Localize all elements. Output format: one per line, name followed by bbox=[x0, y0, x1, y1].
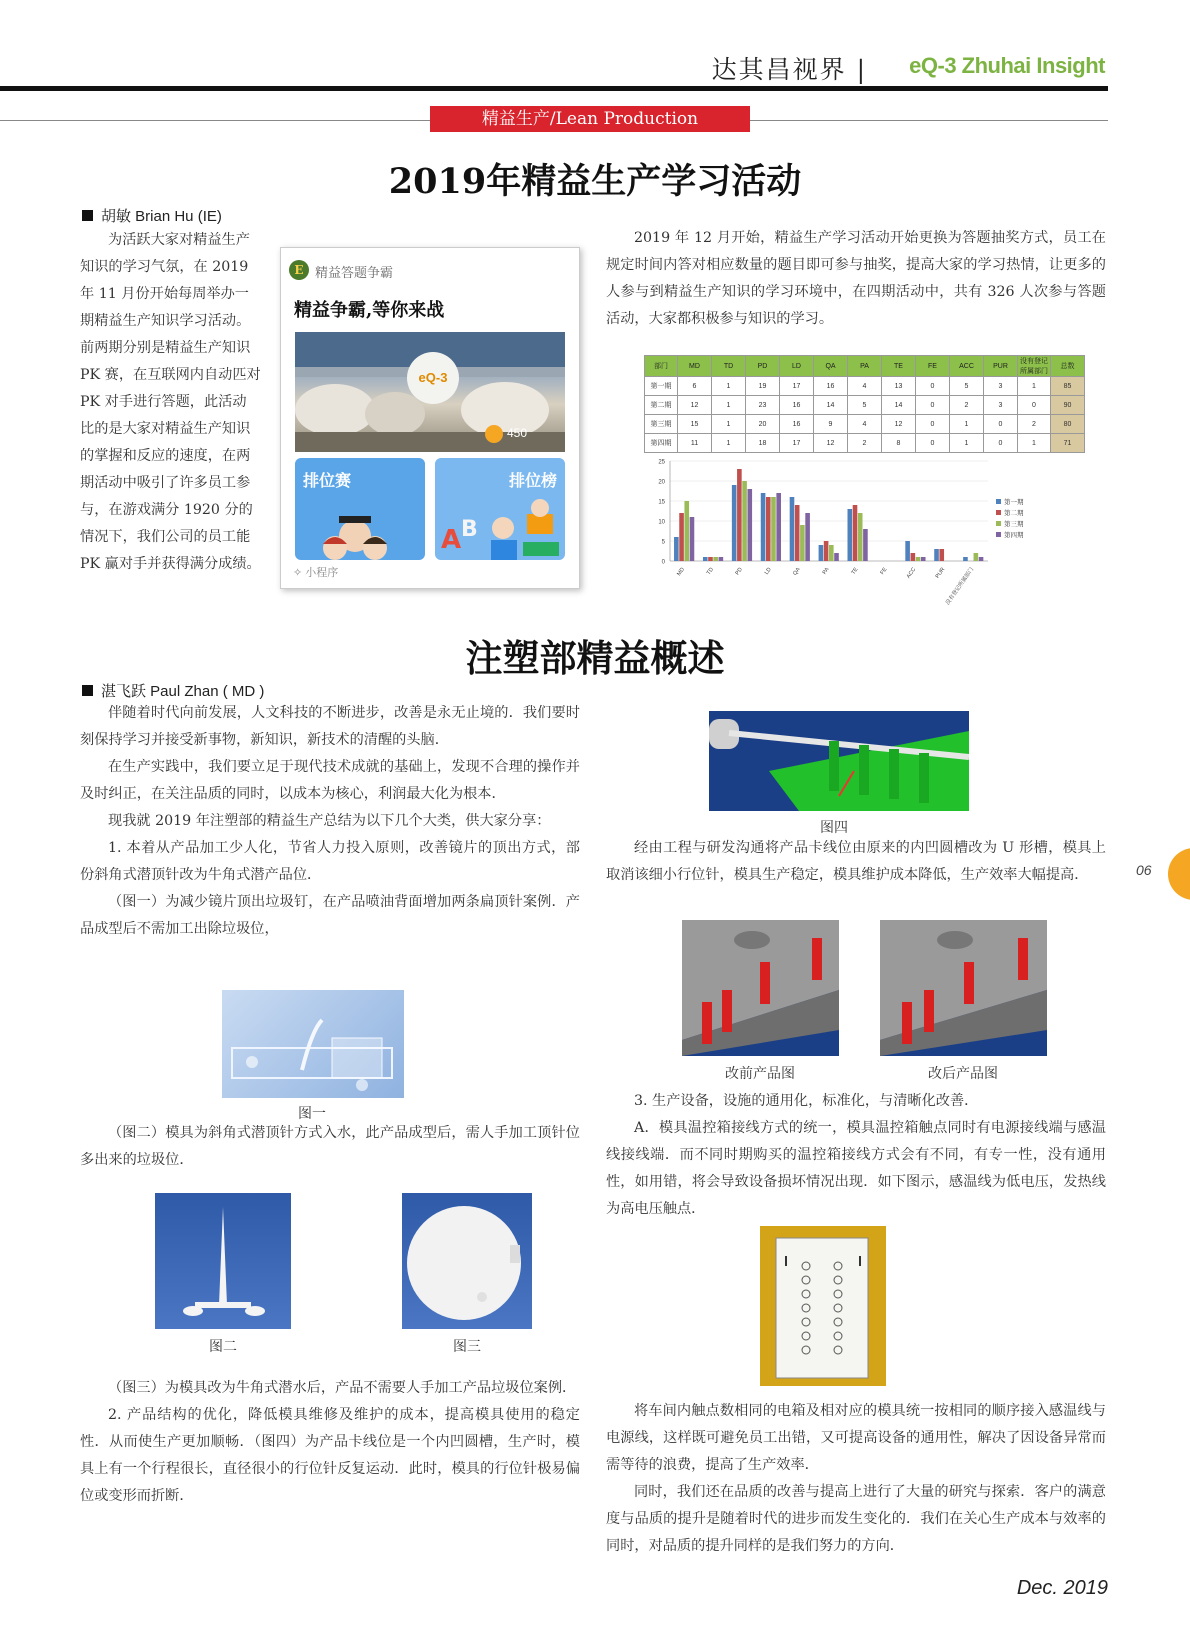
chart-bar bbox=[834, 553, 839, 561]
header-separator: | bbox=[856, 55, 868, 84]
table-header-cell: PA bbox=[848, 356, 882, 377]
transparent-lens-drawing bbox=[222, 990, 404, 1098]
table-cell: 12 bbox=[814, 434, 848, 453]
table-cell: 1 bbox=[712, 396, 746, 415]
article1-title: 2019年精益生产学习活动 bbox=[388, 161, 802, 202]
chart-legend-label: 第二期 bbox=[1004, 509, 1024, 517]
mini-program-tag bbox=[293, 564, 338, 580]
ranking-match-label: 排位赛 bbox=[303, 471, 352, 490]
table-header-cell: 部门 bbox=[645, 356, 678, 377]
figure2-image bbox=[155, 1193, 291, 1329]
chart-bar bbox=[690, 517, 695, 561]
chart-bar bbox=[776, 493, 781, 561]
chart-x-tick-label: ACC bbox=[905, 566, 918, 580]
brand-name: eQ-3 Zhuhai Insight bbox=[909, 53, 1105, 78]
figure2-caption: 图二 bbox=[209, 1339, 237, 1355]
chart-bar bbox=[858, 513, 863, 561]
figure3-caption: 图三 bbox=[453, 1339, 481, 1355]
leaderboard-card[interactable] bbox=[435, 458, 565, 560]
table-cell: 16 bbox=[814, 377, 848, 396]
article2-author-text: 湛飞跃 Paul Zhan ( MD ) bbox=[101, 683, 265, 700]
table-cell: 13 bbox=[882, 377, 916, 396]
section-label: 精益生产/Lean Production bbox=[430, 106, 750, 132]
a1-left-line: PK 对手进行答题，此活动 bbox=[80, 394, 247, 410]
table-cell: 6 bbox=[678, 377, 712, 396]
a1-left-line: PK 赛，在互联网内自动匹对 bbox=[80, 367, 261, 383]
table-cell: 0 bbox=[984, 434, 1018, 453]
table-cell: 0 bbox=[984, 415, 1018, 434]
article1-right-paragraph: 2019 年 12 月开始，精益生产学习活动开始更换为答题抽奖方式，员工在规定时间内答对相应数量的题目即可参与抽奖，提高大家的学习热情，让更多的人参与到精益生产知识的学习环境中，在四期活动中，共有 326 人次参与答题活动，大家都积极参与知识的学习。 bbox=[606, 230, 1106, 327]
table-cell: 5 bbox=[848, 396, 882, 415]
svg-text:A: A bbox=[441, 525, 462, 555]
chart-bar bbox=[766, 497, 771, 561]
a2-right-paragraph-3: A．模具温控箱接线方式的统一，模具温控箱触点同时有电源接线端与感温线接线端．而不同时期购买的温控箱接线方式会有不同，有专一性，没有通用性，如用错，将会导致设备损坏情况出现．如下图示，感温线为低电压，发热线为高电压触点． bbox=[606, 1120, 1106, 1217]
leaderboard-label: 排位榜 bbox=[508, 471, 557, 490]
chart-bar bbox=[829, 545, 834, 561]
table-cell: 14 bbox=[814, 396, 848, 415]
chart-legend-label: 第四期 bbox=[1004, 531, 1024, 539]
chart-y-tick-label: 10 bbox=[658, 519, 665, 526]
app-name: 精益答题争霸 bbox=[315, 266, 394, 281]
figure1-caption: 图一 bbox=[298, 1106, 326, 1122]
article2-title: 注塑部精益概述 bbox=[465, 636, 725, 680]
table-cell: 1 bbox=[712, 434, 746, 453]
table-header-cell: PUR bbox=[984, 356, 1018, 377]
chart-y-tick-label: 0 bbox=[661, 559, 665, 566]
chart-bar bbox=[805, 513, 810, 561]
app-headline: 精益争霸,等你来战 bbox=[294, 300, 445, 321]
app-logo-icon: E bbox=[289, 260, 309, 280]
ranking-match-card[interactable] bbox=[295, 458, 425, 560]
article2-left-bottom bbox=[80, 1375, 580, 1510]
mold-slot-drawing bbox=[709, 711, 969, 811]
after-product-image bbox=[880, 920, 1047, 1056]
round-disc-part-drawing bbox=[402, 1193, 532, 1329]
page-number: 06 bbox=[1136, 862, 1152, 878]
table-cell: 9 bbox=[814, 415, 848, 434]
article1-left-column bbox=[80, 227, 278, 578]
chart-x-tick-label: 没有登记所属部门 bbox=[945, 566, 976, 607]
table-header-cell: MD bbox=[678, 356, 712, 377]
table-cell: 12 bbox=[678, 396, 712, 415]
table-cell: 19 bbox=[746, 377, 780, 396]
chart-bar bbox=[824, 541, 829, 561]
chart-bar bbox=[963, 557, 968, 561]
chart-x-tick-label: LD bbox=[763, 566, 773, 576]
chart-x-tick-label: MD bbox=[676, 566, 687, 578]
a1-left-line: 期精益生产知识学习活动。 bbox=[80, 313, 251, 329]
table-header-cell: 总数 bbox=[1051, 356, 1085, 377]
a2-paragraph-2: 在生产实践中，我们要立足于现代技术成就的基础上，发现不合理的操作并及时纠正，在关注品质的同时，以成本为核心，利润最大化为根本． bbox=[80, 759, 580, 802]
article2-left-top bbox=[80, 700, 580, 943]
chart-bar bbox=[979, 557, 984, 561]
chart-x-tick-label: FE bbox=[879, 566, 889, 576]
table-cell: 12 bbox=[882, 415, 916, 434]
chart-y-tick-label: 20 bbox=[658, 479, 665, 486]
table-header-cell: LD bbox=[780, 356, 814, 377]
footer-date: Dec. 2019 bbox=[1016, 1577, 1108, 1599]
figure3-image bbox=[402, 1193, 532, 1329]
before-product-image bbox=[682, 920, 839, 1056]
chart-x-tick-label: PUR bbox=[934, 566, 947, 580]
table-cell: 2 bbox=[1018, 415, 1051, 434]
table-cell: 23 bbox=[746, 396, 780, 415]
a2-right-paragraph-4: 将车间内触点数相同的电箱及相对应的模具统一按相同的顺序接入感温线与电源线，这样既可避免员工出错，又可提高设备的通用性，解决了因设备异常而需等待的浪费，提高了生产效率． bbox=[606, 1403, 1106, 1473]
table-row bbox=[645, 415, 1085, 434]
table-header-cell: PD bbox=[746, 356, 780, 377]
svg-text:B: B bbox=[461, 517, 478, 542]
chart-bar bbox=[737, 469, 742, 561]
table-cell: 0 bbox=[916, 377, 950, 396]
chart-bar bbox=[916, 557, 921, 561]
figure1-image bbox=[222, 990, 404, 1098]
table-row bbox=[645, 434, 1085, 453]
banner-eq3-logo: eQ-3 bbox=[407, 352, 459, 404]
chart-x-tick-label: TE bbox=[850, 566, 860, 576]
table-cell: 0 bbox=[916, 434, 950, 453]
table-cell: 0 bbox=[916, 396, 950, 415]
a1-left-line: 前两期分别是精益生产知识 bbox=[80, 340, 251, 356]
table-cell: 8 bbox=[882, 434, 916, 453]
author-bullet bbox=[82, 210, 93, 221]
chart-bar bbox=[742, 481, 747, 561]
table-cell: 90 bbox=[1051, 396, 1085, 415]
chart-bar bbox=[939, 549, 944, 561]
chart-y-tick-label: 15 bbox=[658, 499, 665, 506]
chart-legend-swatch bbox=[996, 521, 1001, 526]
before-part-drawing bbox=[682, 920, 839, 1056]
chart-bar bbox=[732, 485, 737, 561]
participation-bar-chart bbox=[640, 455, 1080, 615]
chart-bar bbox=[790, 497, 795, 561]
chart-bar bbox=[761, 493, 766, 561]
chart-bar bbox=[795, 505, 800, 561]
table-cell: 0 bbox=[916, 415, 950, 434]
table-header-cell: TE bbox=[882, 356, 916, 377]
table-cell: 第三期 bbox=[645, 415, 678, 434]
after-caption: 改后产品图 bbox=[928, 1066, 998, 1082]
a2-right-paragraph-2: 3. 生产设备，设施的通用化，标准化，与清晰化改善． bbox=[634, 1093, 979, 1109]
article1-author-text: 胡敏 Brian Hu (IE) bbox=[101, 208, 222, 225]
chart-legend-swatch bbox=[996, 499, 1001, 504]
table-cell: 16 bbox=[780, 396, 814, 415]
table-cell: 5 bbox=[950, 377, 984, 396]
mini-program-label: 小程序 bbox=[305, 567, 339, 579]
chart-bar bbox=[684, 501, 689, 561]
figure4-caption: 图四 bbox=[820, 820, 848, 836]
table-cell: 1 bbox=[712, 415, 746, 434]
table-cell: 1 bbox=[1018, 434, 1051, 453]
table-cell: 11 bbox=[678, 434, 712, 453]
a2-paragraph-3: 现我就 2019 年注塑部的精益生产总结为以下几个大类，供大家分享： bbox=[108, 813, 551, 829]
chart-bar bbox=[708, 557, 713, 561]
table-header-cell: TD bbox=[712, 356, 746, 377]
chart-bar bbox=[921, 557, 926, 561]
table-cell: 2 bbox=[950, 396, 984, 415]
a1-left-line: 知识的学习气氛，在 2019 bbox=[80, 259, 249, 275]
a2-right-paragraph-5: 同时，我们还在品质的改善与提高上进行了大量的研究与探索．客户的满意度与品质的提升是随着时代的进步而发生变化的．我们在关心生产成本与效率的同时，对品质的提升同样的是我们努力的方向． bbox=[606, 1484, 1106, 1554]
table-header-cell: 没有登记所属部门 bbox=[1018, 356, 1051, 377]
chart-legend-label: 第三期 bbox=[1004, 520, 1024, 528]
a2-paragraph-7: （图三）为模具改为牛角式潜水后，产品不需要人手加工产品垃圾位案例． bbox=[108, 1380, 577, 1396]
graduate-kids-icon bbox=[295, 458, 425, 560]
ejector-pin-part-drawing bbox=[155, 1193, 291, 1329]
chart-bar bbox=[719, 557, 724, 561]
app-banner bbox=[295, 332, 565, 452]
table-row bbox=[645, 377, 1085, 396]
table-cell: 20 bbox=[746, 415, 780, 434]
header-rule-thick bbox=[0, 86, 1108, 91]
a2-paragraph-4: 1. 本着从产品加工少人化，节省人力投入原则，改善镜片的顶出方式，部份斜角式潜顶针改为牛角式潜产品位． bbox=[80, 840, 580, 883]
chart-legend-swatch bbox=[996, 532, 1001, 537]
chart-bar bbox=[679, 513, 684, 561]
a1-left-line: 期活动中吸引了许多员工参 bbox=[80, 475, 251, 491]
a1-left-line: 年 11 月份开始每周举办一 bbox=[80, 286, 249, 302]
score-value: 450 bbox=[507, 426, 528, 440]
chart-bar bbox=[853, 505, 858, 561]
a2-right-paragraph-1: 经由工程与研发沟通将产品卡线位由原来的内凹圆槽改为 U 形槽，模具上取消该细小行位针，模具生产稳定，模具维护成本降低，生产效率大幅提高． bbox=[606, 840, 1106, 883]
table-cell: 第二期 bbox=[645, 396, 678, 415]
table-cell: 18 bbox=[746, 434, 780, 453]
chart-bar bbox=[800, 525, 805, 561]
table-cell: 2 bbox=[848, 434, 882, 453]
table-cell: 14 bbox=[882, 396, 916, 415]
table-cell: 第一期 bbox=[645, 377, 678, 396]
a1-left-line: 的掌握和反应的速度，在两 bbox=[80, 448, 251, 464]
a1-left-line: 与，在游戏满分 1920 分的 bbox=[80, 502, 253, 518]
figure4-image bbox=[709, 711, 969, 811]
chart-bar bbox=[848, 509, 853, 561]
article2-right-middle bbox=[606, 1088, 1106, 1223]
a2-paragraph-8: 2. 产品结构的优化，降低模具维修及维护的成本，提高模具使用的稳定性．从而使生产更加顺畅．（图四）为产品卡线位是一个内凹圆槽，生产时，模具上有一个行程很长，直径很小的行位针反复运动．此时，模具的行位针极易偏位或变形而折断． bbox=[80, 1407, 580, 1504]
table-cell: 85 bbox=[1051, 377, 1085, 396]
chart-legend-swatch bbox=[996, 510, 1001, 515]
publication-name: 达其昌视界 bbox=[711, 55, 847, 84]
table-cell: 1 bbox=[712, 377, 746, 396]
table-cell: 3 bbox=[984, 377, 1018, 396]
chart-bar bbox=[747, 489, 752, 561]
table-cell: 71 bbox=[1051, 434, 1085, 453]
article2-author bbox=[82, 680, 264, 701]
article2-right-bottom bbox=[606, 1398, 1106, 1560]
table-header-row bbox=[645, 356, 1085, 377]
a1-left-line: 情况下，我们公司的员工能 bbox=[80, 529, 251, 545]
chart-y-tick-label: 25 bbox=[658, 459, 665, 466]
chart-x-tick-label: TD bbox=[705, 566, 716, 577]
table-cell: 0 bbox=[1018, 396, 1051, 415]
author-bullet bbox=[82, 685, 93, 696]
table-cell: 17 bbox=[780, 377, 814, 396]
page-number-tab bbox=[1168, 848, 1190, 900]
wiring-label-drawing bbox=[760, 1226, 886, 1386]
chart-x-tick-label: PA bbox=[821, 566, 831, 576]
table-row bbox=[645, 396, 1085, 415]
quiz-app-screenshot bbox=[280, 247, 580, 589]
table-header-cell: QA bbox=[814, 356, 848, 377]
chart-bar bbox=[674, 537, 679, 561]
table-cell: 1 bbox=[950, 415, 984, 434]
chart-bar bbox=[934, 549, 939, 561]
table-cell: 1 bbox=[950, 434, 984, 453]
a1-left-line: PK 赢对手并获得满分成绩。 bbox=[80, 556, 261, 572]
table-cell: 16 bbox=[780, 415, 814, 434]
chart-y-tick-label: 5 bbox=[661, 539, 665, 546]
a1-left-line: 比的是大家对精益生产知识 bbox=[80, 421, 251, 437]
table-cell: 17 bbox=[780, 434, 814, 453]
table-body bbox=[645, 377, 1085, 453]
a1-left-line: 为活跃大家对精益生产 bbox=[108, 232, 250, 248]
a2-paragraph-1: 伴随着时代向前发展，人文科技的不断进步，改善是永无止境的．我们要时刻保持学习并接受新事物，新知识，新技术的清醒的头脑． bbox=[80, 705, 580, 748]
chart-bar bbox=[911, 553, 916, 561]
table-cell: 4 bbox=[848, 415, 882, 434]
chart-legend-label: 第一期 bbox=[1004, 498, 1024, 506]
table-cell: 3 bbox=[984, 396, 1018, 415]
chart-x-tick-label: QA bbox=[792, 566, 802, 577]
chart-bar bbox=[771, 497, 776, 561]
table-header-cell: ACC bbox=[950, 356, 984, 377]
mini-program-icon: ✧ bbox=[293, 567, 306, 579]
table-cell: 第四期 bbox=[645, 434, 678, 453]
table-header-cell: FE bbox=[916, 356, 950, 377]
chart-bar bbox=[819, 545, 824, 561]
a2-paragraph-6: （图二）模具为斜角式潜顶针方式入水，此产品成型后，需人手加工顶针位多出来的垃圾位． bbox=[80, 1125, 580, 1168]
after-part-drawing bbox=[880, 920, 1047, 1056]
table-cell: 80 bbox=[1051, 415, 1085, 434]
chart-bar bbox=[713, 557, 718, 561]
chart-x-tick-label: PD bbox=[734, 566, 744, 577]
table-cell: 1 bbox=[1018, 377, 1051, 396]
temperature-box-photo bbox=[760, 1226, 886, 1386]
chart-bar bbox=[905, 541, 910, 561]
coin-icon bbox=[485, 425, 503, 443]
participation-table bbox=[644, 355, 1085, 453]
table-cell: 4 bbox=[848, 377, 882, 396]
table-cell: 15 bbox=[678, 415, 712, 434]
before-caption: 改前产品图 bbox=[725, 1066, 795, 1082]
chart-bar bbox=[863, 529, 868, 561]
a2-paragraph-5: （图一）为减少镜片顶出垃圾钉，在产品喷油背面增加两条扁顶针案例．产品成型后不需加工出除垃圾位， bbox=[80, 894, 580, 937]
article1-author bbox=[82, 205, 222, 226]
reading-kid-icon bbox=[435, 458, 565, 560]
chart-bar bbox=[974, 553, 979, 561]
chart-bar bbox=[703, 557, 708, 561]
